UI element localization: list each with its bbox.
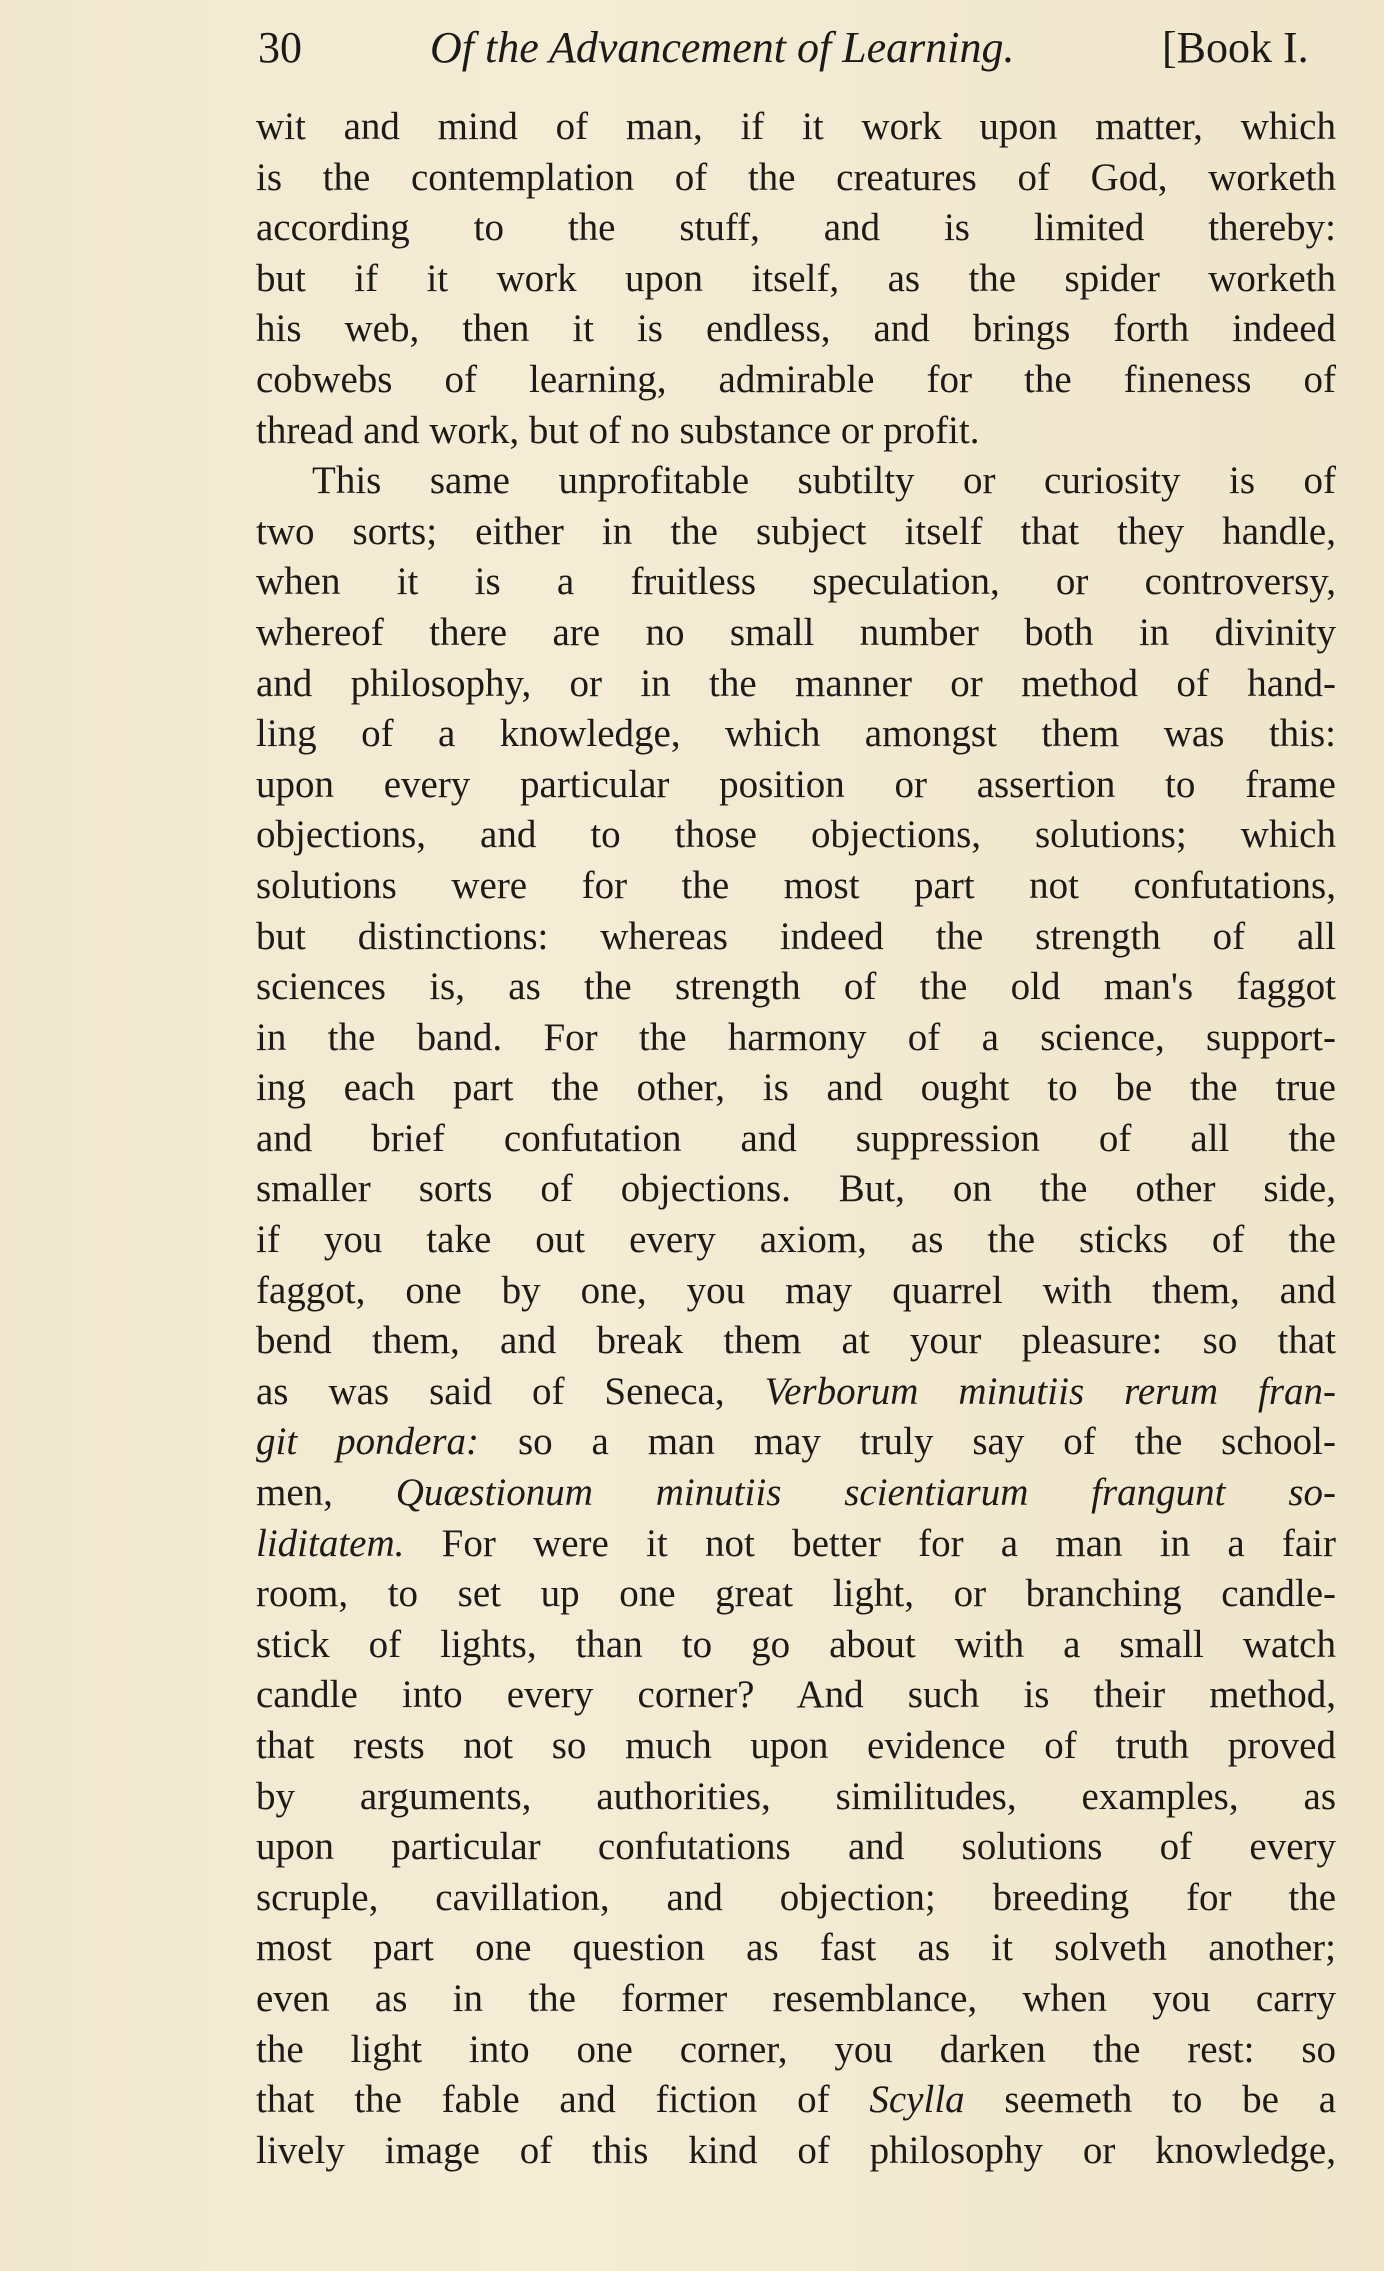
- text-line: objections, and to those objections, solutions; which: [256, 813, 1336, 857]
- text-line: candle into every corner? And such is their method,: [256, 1673, 1336, 1717]
- text-line: even as in the former resemblance, when you carry: [256, 1976, 1336, 2020]
- italic-phrase: Scylla: [869, 2078, 965, 2122]
- text-line: when it is a fruitless speculation, or controversy,: [256, 560, 1336, 604]
- text-line: most part one question as fast as it solveth another;: [256, 1926, 1336, 1970]
- text-line: his web, then it is endless, and brings forth indeed: [256, 307, 1336, 351]
- text-line: upon every particular position or assertion to frame: [256, 762, 1336, 806]
- text-line: [256, 1417, 1336, 1468]
- text-line: whereof there are no small number both in divinity: [256, 610, 1336, 654]
- text-line: but distinctions: whereas indeed the strength of all: [256, 914, 1336, 958]
- text-line: upon particular confutations and solutions of every: [256, 1825, 1336, 1869]
- text-line: in the band. For the harmony of a science, support-: [256, 1015, 1336, 1059]
- body-text: [256, 102, 1336, 2176]
- text-line: This same unprofitable subtilty or curiosity is of: [312, 459, 1336, 503]
- text-line: the light into one corner, you darken the rest: so: [256, 2027, 1336, 2071]
- text-segment: as was said of Seneca,: [256, 1369, 765, 1413]
- page-number: 30: [258, 23, 302, 72]
- book-label: [Book I.: [1162, 23, 1309, 72]
- text-segment: men,: [256, 1471, 396, 1515]
- text-line: by arguments, authorities, similitudes, examples, as: [256, 1774, 1336, 1818]
- text-line: bend them, and break them at your pleasure: so that: [256, 1319, 1336, 1363]
- text-line: solutions were for the most part not confutations,: [256, 863, 1336, 907]
- text-segment: so a man may truly say of the school-: [479, 1420, 1336, 1464]
- text-line: thread and work, but of no substance or profit.: [256, 408, 980, 452]
- italic-phrase: Quæstionum minutiis scientiarum frangunt so-: [395, 1471, 1336, 1515]
- text-line: sciences is, as the strength of the old man's faggot: [256, 965, 1336, 1009]
- text-line: scruple, cavillation, and objection; breeding for the: [256, 1875, 1336, 1919]
- italic-phrase: git pondera:: [256, 1420, 480, 1464]
- text-line: and brief confutation and suppression of all the: [256, 1116, 1336, 1160]
- text-segment: For were it not better for a man in a fair: [404, 1521, 1336, 1565]
- running-title: Of the Advancement of Learning.: [430, 23, 1015, 72]
- text-line: wit and mind of man, if it work upon matter, which: [256, 105, 1336, 148]
- text-line: lively image of this kind of philosophy or knowledge,: [256, 2128, 1336, 2172]
- text-segment: seemeth to be a: [964, 2078, 1336, 2122]
- text-line: room, to set up one great light, or branching candle-: [256, 1572, 1336, 1616]
- text-line: smaller sorts of objections. But, on the other side,: [256, 1167, 1336, 1211]
- italic-phrase: Verborum minutiis rerum fran-: [764, 1369, 1336, 1413]
- text-line: [256, 1468, 1336, 1519]
- text-line: ling of a knowledge, which amongst them was this:: [256, 712, 1336, 756]
- text-line: if you take out every axiom, as the sticks of the: [256, 1218, 1336, 1262]
- text-line: [256, 2075, 1336, 2126]
- text-line: but if it work upon itself, as the spider worketh: [256, 256, 1336, 300]
- text-line: ing each part the other, is and ought to be the true: [256, 1066, 1336, 1110]
- text-line: is the contemplation of the creatures of God, worketh: [256, 155, 1336, 199]
- text-line: cobwebs of learning, admirable for the fineness of: [256, 357, 1336, 401]
- text-line: that rests not so much upon evidence of truth proved: [256, 1724, 1336, 1767]
- text-line: faggot, one by one, you may quarrel with them, and: [256, 1268, 1336, 1312]
- text-line: and philosophy, or in the manner or method of hand-: [256, 661, 1336, 705]
- text-segment: that the fable and fiction of: [256, 2078, 870, 2122]
- italic-phrase: liditatem.: [256, 1521, 405, 1565]
- text-line: [256, 1367, 1336, 1418]
- text-line: two sorts; either in the subject itself that they handle,: [256, 509, 1336, 553]
- text-line: [256, 1519, 1336, 1570]
- text-line: stick of lights, than to go about with a small watch: [256, 1622, 1336, 1666]
- text-line: according to the stuff, and is limited thereby:: [256, 206, 1336, 250]
